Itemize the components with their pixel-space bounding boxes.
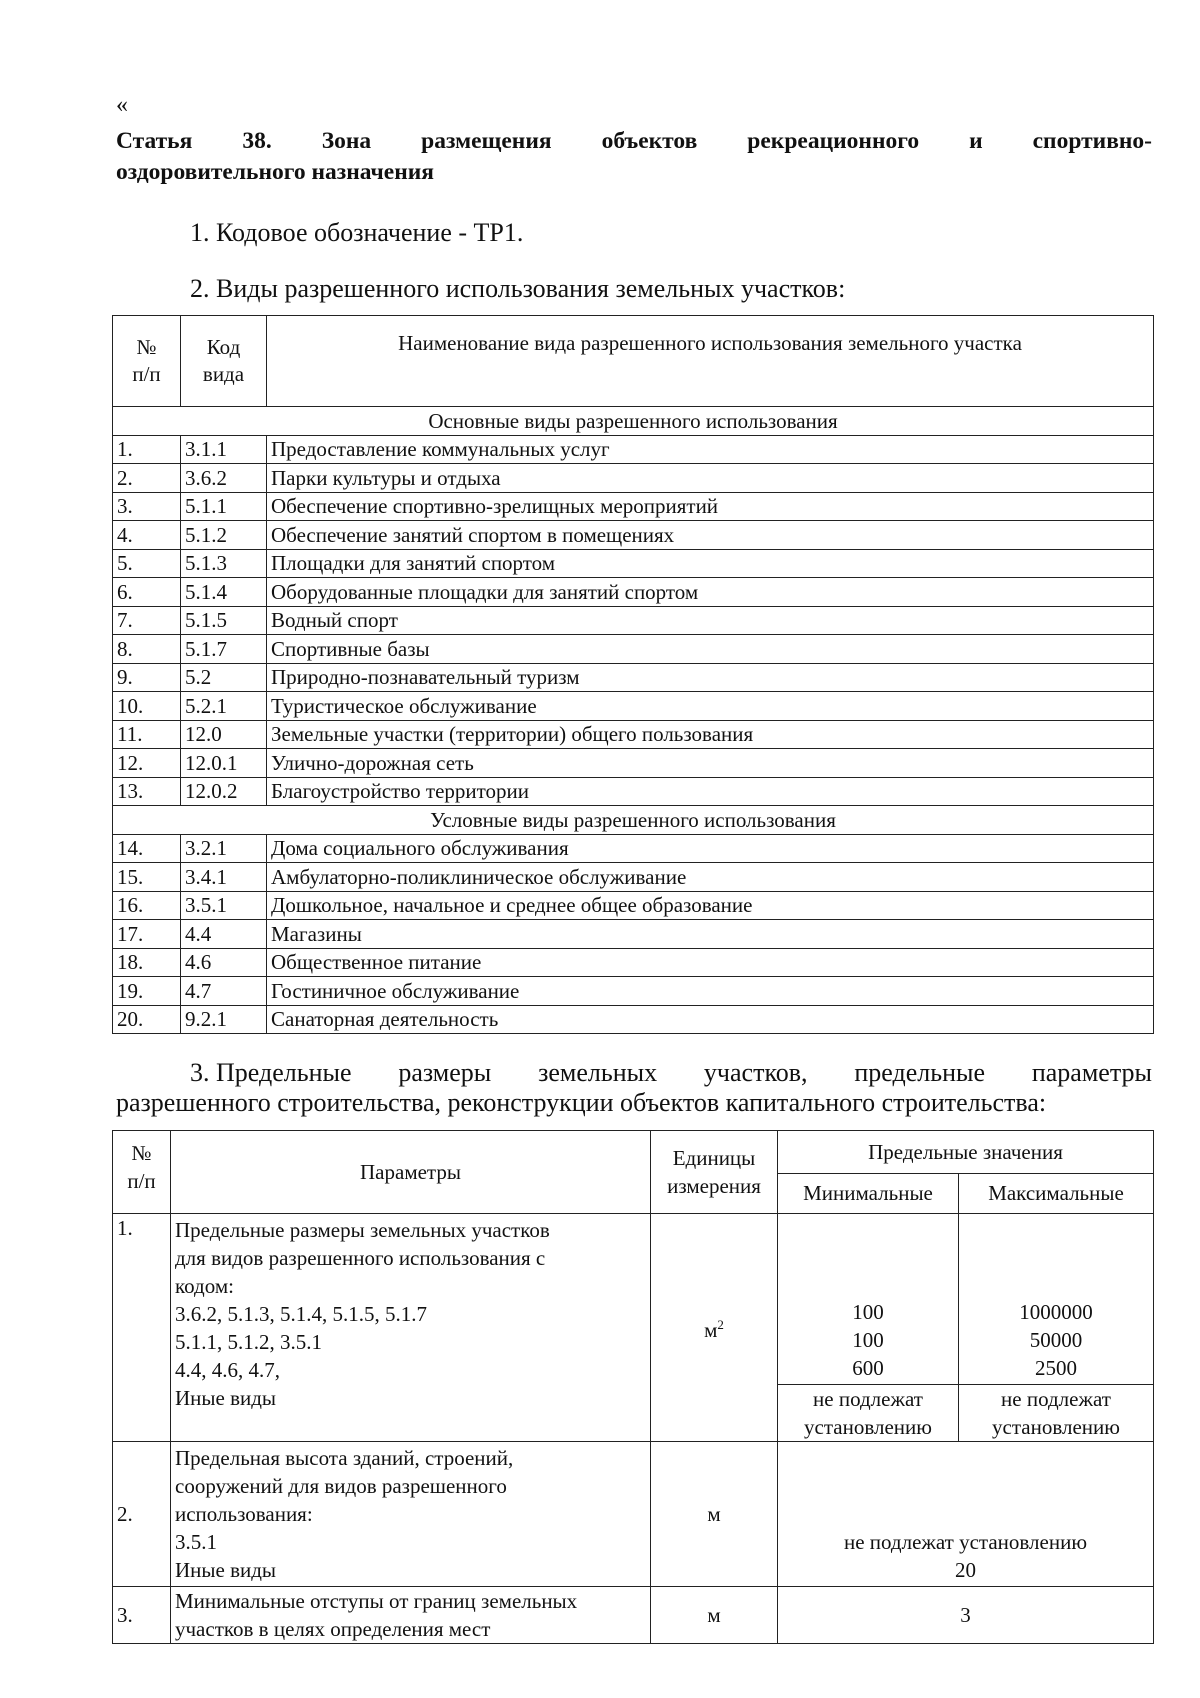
row-use-name: Обеспечение занятий спортом в помещениях: [267, 521, 1154, 550]
para-word: параметры: [1031, 1058, 1152, 1087]
table-row: [113, 720, 1154, 749]
table-row: [113, 578, 1154, 607]
table-row: [113, 948, 1154, 977]
row-use-name: Площадки для занятий спортом: [267, 549, 1154, 578]
table-row: [113, 692, 1154, 721]
table-row: [113, 464, 1154, 493]
row-number: 19.: [113, 977, 181, 1006]
article-title: [116, 126, 1152, 188]
row-code: 4.4: [181, 920, 267, 949]
height-values: [778, 1441, 1154, 1586]
header-parameters: Параметры: [171, 1131, 651, 1214]
limits-row-plot-sizes: [113, 1214, 1154, 1385]
section-row-main: [113, 407, 1154, 436]
row-use-name: Общественное питание: [267, 948, 1154, 977]
table-row: [113, 549, 1154, 578]
text-line: участков в целях определения мест: [175, 1616, 491, 1641]
text-line: Предельная высота зданий, строений,: [175, 1445, 514, 1470]
row-use-name: Улично-дорожная сеть: [267, 749, 1154, 778]
conditional-uses-body: [113, 834, 1154, 1034]
row-number: 14.: [113, 834, 181, 863]
other-types-label: Иные виды: [171, 1384, 651, 1441]
header-code-line1: Код: [206, 335, 241, 359]
header-code: [181, 316, 267, 407]
row-number: 9.: [113, 663, 181, 692]
row-use-name: Природно-познавательный туризм: [267, 663, 1154, 692]
header-number-line2: п/п: [132, 362, 161, 386]
other-min-value: [778, 1384, 959, 1441]
value-line: установлению: [992, 1414, 1120, 1439]
header-units: [651, 1131, 778, 1214]
row-number: 13.: [113, 777, 181, 806]
row-number: 12.: [113, 749, 181, 778]
section-title-conditional: Условные виды разрешенного использования: [113, 806, 1154, 835]
row-number: 20.: [113, 1005, 181, 1034]
unit-text: м: [704, 1317, 718, 1342]
unit-meters: м: [651, 1586, 778, 1643]
table-row: [113, 635, 1154, 664]
table-row: [113, 663, 1154, 692]
limits-header-row-1: [113, 1131, 1154, 1174]
value: 2500: [1035, 1355, 1077, 1380]
row-code: 5.1.5: [181, 606, 267, 635]
min-values: [778, 1214, 959, 1385]
row-number: 7.: [113, 606, 181, 635]
article-title-line1: [116, 126, 1152, 157]
table-row: [113, 521, 1154, 550]
row-use-name: Оборудованные площадки для занятий спортом: [267, 578, 1154, 607]
row-number: 2.: [113, 464, 181, 493]
article-title-line2: оздоровительного назначения: [116, 159, 435, 185]
row-code: 12.0.1: [181, 749, 267, 778]
value: 600: [852, 1355, 884, 1380]
section-row-conditional: [113, 806, 1154, 835]
text-line: сооружений для видов разрешенного: [175, 1473, 507, 1498]
height-description: [171, 1441, 651, 1586]
value: 100: [852, 1327, 884, 1352]
value-line: не подлежат установлению: [843, 1529, 1088, 1554]
row-use-name: Дошкольное, начальное и среднее общее образование: [267, 891, 1154, 920]
permitted-uses-header-row: [113, 316, 1154, 407]
row-number: 3.: [113, 492, 181, 521]
para-word: предельные: [854, 1058, 985, 1087]
row-use-name: Спортивные базы: [267, 635, 1154, 664]
limits-row-setbacks: [113, 1586, 1154, 1643]
value: 1000000: [1019, 1299, 1093, 1324]
permitted-uses-table: [112, 315, 1154, 1034]
max-values: [959, 1214, 1154, 1385]
para-word: 3. Предельные: [190, 1058, 352, 1087]
header-code-line2: вида: [202, 362, 245, 386]
row-code: 3.1.1: [181, 435, 267, 464]
row-code: 5.2: [181, 663, 267, 692]
text-line: использования:: [175, 1501, 313, 1526]
row-number: 15.: [113, 863, 181, 892]
setback-description: [171, 1586, 651, 1643]
title-word: спортивно-: [1032, 128, 1152, 154]
header-number: [113, 1131, 171, 1214]
row-code: 5.1.3: [181, 549, 267, 578]
row-number: 3.: [113, 1586, 171, 1643]
row-code: 3.4.1: [181, 863, 267, 892]
row-number: 4.: [113, 521, 181, 550]
header-min: Минимальные: [778, 1173, 959, 1213]
header-units-line2: измерения: [667, 1174, 761, 1198]
text-line: 3.5.1: [175, 1529, 217, 1554]
limits-row-building-height: [113, 1441, 1154, 1586]
title-word: Зона: [321, 128, 372, 154]
title-word: объектов: [601, 128, 698, 154]
row-code: 4.7: [181, 977, 267, 1006]
text-line: 5.1.1, 5.1.2, 3.5.1: [175, 1330, 322, 1354]
row-number: 1.: [113, 1214, 171, 1442]
row-code: 5.1.2: [181, 521, 267, 550]
header-number-line1: №: [136, 335, 157, 359]
row-use-name: Амбулаторно-поликлиническое обслуживание: [267, 863, 1154, 892]
row-code: 5.1.4: [181, 578, 267, 607]
text-line: 4.4, 4.6, 4.7,: [175, 1358, 280, 1382]
row-use-name: Благоустройство территории: [267, 777, 1154, 806]
limit-parameters-line2: разрешенного строительства, реконструкции объектов капитального строительства:: [116, 1088, 1047, 1117]
section-title-main: Основные виды разрешенного использования: [113, 407, 1154, 436]
header-max: Максимальные: [959, 1173, 1154, 1213]
row-code: 5.1.1: [181, 492, 267, 521]
row-use-name: Гостиничное обслуживание: [267, 977, 1154, 1006]
row-use-name: Дома социального обслуживания: [267, 834, 1154, 863]
title-word: и: [969, 128, 983, 154]
table-row: [113, 977, 1154, 1006]
row-code: 12.0: [181, 720, 267, 749]
text-line: Иные виды: [175, 1557, 277, 1582]
value: 50000: [1029, 1327, 1083, 1352]
row-code: 5.2.1: [181, 692, 267, 721]
row-number: 17.: [113, 920, 181, 949]
table-row: [113, 435, 1154, 464]
opening-quote-mark: «: [116, 92, 128, 118]
row-number: 10.: [113, 692, 181, 721]
code-designation-paragraph: 1. Кодовое обозначение - ТР1.: [190, 218, 524, 247]
row-use-name: Парки культуры и отдыха: [267, 464, 1154, 493]
row-number: 5.: [113, 549, 181, 578]
table-row: [113, 891, 1154, 920]
limit-parameters-paragraph: [116, 1058, 1152, 1118]
title-word: 38.: [242, 128, 272, 154]
row-code: 9.2.1: [181, 1005, 267, 1034]
row-code: 5.1.7: [181, 635, 267, 664]
header-units-line1: Единицы: [672, 1146, 756, 1170]
row-use-name: Предоставление коммунальных услуг: [267, 435, 1154, 464]
row-code: 12.0.2: [181, 777, 267, 806]
value-line: не подлежат: [813, 1386, 923, 1411]
permitted-uses-paragraph: 2. Виды разрешенного использования земельных участков:: [190, 274, 846, 303]
limits-row-other-types: [113, 1384, 1154, 1441]
text-line: Минимальные отступы от границ земельных: [175, 1588, 578, 1613]
setback-value: 3: [778, 1586, 1154, 1643]
header-number-line1: №: [131, 1141, 152, 1165]
table-row: [113, 1005, 1154, 1034]
value: 100: [852, 1299, 884, 1324]
para-word: участков,: [703, 1058, 808, 1087]
row-number: 8.: [113, 635, 181, 664]
title-word: рекреационного: [747, 128, 920, 154]
limit-parameters-line1: [116, 1058, 1152, 1088]
row-use-name: Обеспечение спортивно-зрелищных мероприятий: [267, 492, 1154, 521]
text-line: 3.6.2, 5.1.3, 5.1.4, 5.1.5, 5.1.7: [175, 1302, 427, 1326]
row-code: 3.6.2: [181, 464, 267, 493]
row-code: 3.2.1: [181, 834, 267, 863]
value-line: установлению: [804, 1414, 932, 1439]
row-number: 2.: [113, 1441, 171, 1586]
text-line: для видов разрешенного использования с: [175, 1246, 546, 1270]
table-row: [113, 920, 1154, 949]
row-use-name: Земельные участки (территории) общего пользования: [267, 720, 1154, 749]
header-number: [113, 316, 181, 407]
table-row: [113, 834, 1154, 863]
row-number: 18.: [113, 948, 181, 977]
table-row: [113, 777, 1154, 806]
value-line: не подлежат: [1001, 1386, 1111, 1411]
row-use-name: Магазины: [267, 920, 1154, 949]
other-max-value: [959, 1384, 1154, 1441]
row-number: 16.: [113, 891, 181, 920]
unit-meters: м: [651, 1441, 778, 1586]
plot-size-description: [171, 1214, 651, 1385]
row-number: 11.: [113, 720, 181, 749]
value-line: 20: [955, 1557, 976, 1582]
row-use-name: Водный спорт: [267, 606, 1154, 635]
row-number: 6.: [113, 578, 181, 607]
row-number: 1.: [113, 435, 181, 464]
para-word: размеры: [398, 1058, 492, 1087]
row-code: 4.6: [181, 948, 267, 977]
header-use-name: Наименование вида разрешенного использования земельного участка: [267, 316, 1154, 407]
text-line: кодом:: [175, 1274, 234, 1298]
limit-parameters-table: [112, 1130, 1154, 1644]
header-limit-values: Предельные значения: [778, 1131, 1154, 1174]
table-row: [113, 863, 1154, 892]
table-row: [113, 492, 1154, 521]
table-row: [113, 749, 1154, 778]
unit-square-meters: [651, 1214, 778, 1442]
main-uses-body: [113, 435, 1154, 806]
para-word: земельных: [538, 1058, 658, 1087]
row-use-name: Санаторная деятельность: [267, 1005, 1154, 1034]
text-line: Предельные размеры земельных участков: [175, 1218, 550, 1242]
table-row: [113, 606, 1154, 635]
title-word: размещения: [421, 128, 552, 154]
row-use-name: Туристическое обслуживание: [267, 692, 1154, 721]
row-code: 3.5.1: [181, 891, 267, 920]
header-number-line2: п/п: [127, 1169, 156, 1193]
unit-superscript: 2: [717, 1316, 724, 1332]
title-word: Статья: [116, 128, 193, 154]
